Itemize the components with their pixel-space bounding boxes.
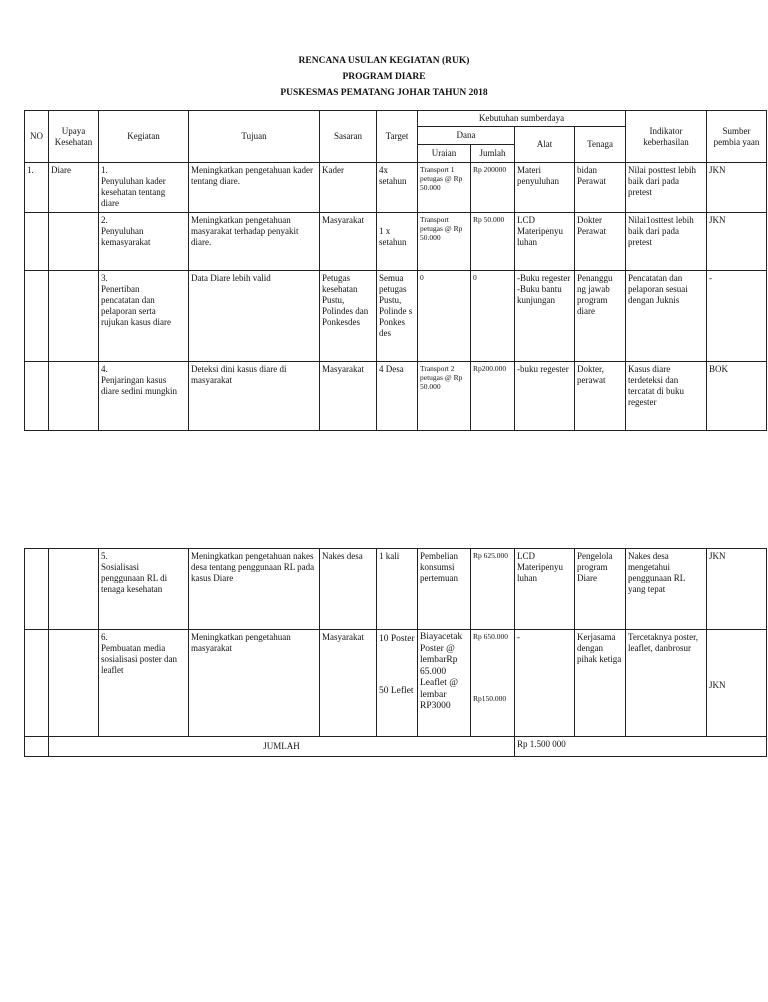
jumlah-poster: Rp 650.000 [473,632,509,641]
table-row [25,163,767,213]
header-no: NO [25,111,49,163]
header-upaya: Upaya Kesehatan [49,111,99,163]
row-no [25,271,49,362]
row-tenaga: Pengelola program Diare [575,549,626,630]
row-sasaran: Masyarakat [320,630,377,737]
row-tujuan: Meningkatkan pengetahuan masyarakat terhadap penyakit diare. [189,213,320,271]
row-sasaran: Petugas kesehatan Pustu, Polindes dan Ponkesdes [320,271,377,362]
row-upaya [49,630,99,737]
row-indikator: Tercetaknya poster, leaflet, danbrosur [626,630,707,737]
row-indikator: Nilai posttest lebih baik dari pada pretest [626,163,707,213]
ruk-table-page-2 [24,548,767,757]
title-line-3: PUSKESMAS PEMATANG JOHAR TAHUN 2018 [280,88,488,98]
table-row [25,630,767,737]
header-sumber: Sumber pembia yaan [707,111,767,163]
total-value: Rp 1.500 000 [515,737,767,757]
row-sumber: JKN [707,630,767,737]
row-sasaran: Masyarakat [320,213,377,271]
row-upaya [49,271,99,362]
row-upaya [49,362,99,431]
row-no [25,737,49,757]
row-jumlah: Rp 625.000 [471,549,515,630]
row-target: 1 kali [377,549,418,630]
row-target [377,630,418,737]
row-jumlah: 0 [471,271,515,362]
header-alat: Alat [515,127,575,163]
row-tujuan: Data Diare lebih valid [189,271,320,362]
row-target: 4x setahun [377,163,418,213]
row-tujuan: Meningkatkan pengetahuan nakes desa tentang penggunaan RL pada kasus Diare [189,549,320,630]
header-tujuan: Tujuan [189,111,320,163]
row-target: 1 x setahun [377,213,418,271]
header-jumlah: Jumlah [471,145,515,163]
row-kegiatan: 4.Penjaringan kasus diare sedini mungkin [99,362,189,431]
uraian-poster: Biayacetak Poster @ lembarRp 65.000 [420,632,463,677]
header-dana: Dana [418,127,515,145]
row-sumber: JKN [707,213,767,271]
header-sasaran: Sasaran [320,111,377,163]
row-alat: - [515,630,575,737]
row-sumber: JKN [707,163,767,213]
row-tujuan: Meningkatkan pengetahuan kader tentang diare. [189,163,320,213]
table-row [25,362,767,431]
total-row [25,737,767,757]
row-jumlah: Rp 50.000 [471,213,515,271]
uraian-leaflet: Leaflet @ lembar RP3000 [420,678,459,711]
row-kegiatan: 6.Pembuatan media sosialisasi poster dan leaflet [99,630,189,737]
row-alat: LCD Materipenyu luhan [515,549,575,630]
total-label: JUMLAH [49,737,515,757]
row-upaya [49,213,99,271]
jumlah-leaflet: Rp150.000 [473,694,507,703]
table-row [25,549,767,630]
row-tenaga: Dokter Perawat [575,213,626,271]
header-kegiatan: Kegiatan [99,111,189,163]
row-uraian: Transport 1 petugas @ Rp 50.000 [418,163,471,213]
row-kegiatan: 5.Sosialisasi penggunaan RL di tenaga kesehatan [99,549,189,630]
row-uraian: Transport petugas @ Rp 50.000 [418,213,471,271]
row-upaya: Diare [49,163,99,213]
target-leflet: 50 Leflet [379,686,414,696]
header-tenaga: Tenaga [575,127,626,163]
row-indikator: Kasus diare terdeteksi dan tercatat di buku regester [626,362,707,431]
row-uraian [418,630,471,737]
table-row [25,213,767,271]
row-alat: LCD Materipenyu luhan [515,213,575,271]
table-row [25,271,767,362]
header-indikator: Indikator keberhasilan [626,111,707,163]
title-line-1: RENCANA USULAN KEGIATAN (RUK) [298,56,470,66]
row-kegiatan: 2.Penyuluhan kemasyarakat [99,213,189,271]
row-target: 4 Desa [377,362,418,431]
row-uraian: Pembelian konsumsi pertemuan [418,549,471,630]
row-jumlah [471,630,515,737]
row-alat: -Buku regester -Buku bantu kunjungan [515,271,575,362]
row-jumlah: Rp 200000 [471,163,515,213]
row-indikator: Nakes desa mengetahui penggunaan RL yang tepat [626,549,707,630]
row-sasaran: Masyarakat [320,362,377,431]
row-jumlah: Rp200.000 [471,362,515,431]
row-sumber: BOK [707,362,767,431]
row-kegiatan: 3.Penertiban pencatatan dan pelaporan serta rujukan kasus diare [99,271,189,362]
header-kebutuhan: Kebutuhan sumberdaya [418,111,626,127]
row-tenaga: bidan Perawat [575,163,626,213]
document-title [0,53,768,101]
row-tenaga: Penanggu ng jawab program diare [575,271,626,362]
row-sumber: JKN [707,549,767,630]
row-kegiatan: 1.Penyuluhan kader kesehatan tentang diare [99,163,189,213]
row-uraian: Transport 2 petugas @ Rp 50.000 [418,362,471,431]
row-uraian: 0 [418,271,471,362]
row-sasaran: Kader [320,163,377,213]
title-line-2: PROGRAM DIARE [342,72,426,82]
row-no [25,213,49,271]
row-tujuan: Deteksi dini kasus diare di masyarakat [189,362,320,431]
row-tujuan: Meningkatkan pengetahuan masyarakat [189,630,320,737]
row-sumber: - [707,271,767,362]
ruk-table-page-1 [24,110,767,431]
row-tenaga: Kerjasama dengan pihak ketiga [575,630,626,737]
row-no [25,630,49,737]
row-no: 1. [25,163,49,213]
header-uraian: Uraian [418,145,471,163]
row-upaya [49,549,99,630]
row-sasaran: Nakes desa [320,549,377,630]
row-no [25,362,49,431]
row-indikator: Pencatatan dan pelaporan sesuai dengan Juknis [626,271,707,362]
row-no [25,549,49,630]
row-target: Semua petugas Pustu, Polinde s Ponkes des [377,271,418,362]
row-tenaga: Dokter, perawat [575,362,626,431]
target-poster: 10 Poster [379,634,415,644]
row-indikator: Nilai1osttest lebih baik dari pada pretest [626,213,707,271]
header-target: Target [377,111,418,163]
row-alat: -buku regester [515,362,575,431]
row-alat: Materi penyuluhan [515,163,575,213]
